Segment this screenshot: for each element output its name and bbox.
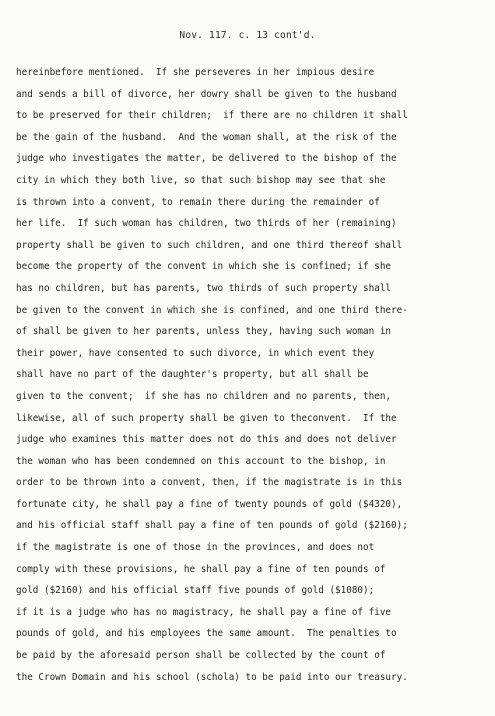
text-line: the Crown Domain and his school (schola) to be paid into our treasury. xyxy=(16,671,408,683)
text-line: shall have no part of the daughter's property, but all shall be xyxy=(16,369,369,381)
text-line: comply with these provisions, he shall pay a fine of ten pounds of xyxy=(16,563,386,575)
text-line: given to the convent; if she has no children and no parents, then, xyxy=(16,390,392,402)
text-line: be the gain of the husband. And the woman shall, at the risk of the xyxy=(16,131,397,143)
text-line: and sends a bill of divorce, her dowry shall be given to the husband xyxy=(16,88,397,100)
text-line: of shall be given to her parents, unless they, having such woman in xyxy=(16,326,392,338)
text-line: likewise, all of such property shall be given to theconvent. If the xyxy=(16,412,397,424)
text-line: be given to the convent in which she is confined, and one third there- xyxy=(16,304,408,316)
body-text xyxy=(16,62,484,688)
text-line: judge who examines this matter does not do this and does not deliver xyxy=(16,434,397,446)
text-line: has no children, but has parents, two thirds of such property shall xyxy=(16,282,392,294)
page-header: Nov. 117. c. 13 cont'd. xyxy=(179,30,316,41)
text-line: become the property of the convent in which she is confined; if she xyxy=(16,261,392,273)
text-line: if the magistrate is one of those in the provinces, and does not xyxy=(16,542,375,554)
text-line: fortunate city, he shall pay a fine of twenty pounds of gold ($4320), xyxy=(16,498,403,510)
text-line: hereinbefore mentioned. If she perseveres in her impious desire xyxy=(16,67,375,78)
text-line: city in which they both live, so that such bishop may see that she xyxy=(16,174,386,186)
text-line: the woman who has been condemned on this account to the bishop, in xyxy=(16,455,386,467)
text-line: to be preserved for their children; if there are no children it shall xyxy=(16,110,408,122)
text-line: pounds of gold, and his employees the same amount. The penalties to xyxy=(16,628,397,640)
text-line: property shall be given to such children, and one third thereof shall xyxy=(16,239,403,251)
text-line: gold ($2160) and his official staff five pounds of gold ($1080); xyxy=(16,585,375,597)
text-line: judge who investigates the matter, be delivered to the bishop of the xyxy=(16,153,397,165)
text-line: be paid by the aforesaid person shall be collected by the count of xyxy=(16,650,386,662)
text-line: their power, have consented to such divorce, in which event they xyxy=(16,347,375,359)
text-line: and his official staff shall pay a fine of ten pounds of gold ($2160); xyxy=(16,520,408,532)
text-line: if it is a judge who has no magistracy, he shall pay a fine of five xyxy=(16,606,392,618)
text-line: her life. If such woman has children, two thirds of her (remaining) xyxy=(16,218,397,230)
text-line: order to be thrown into a convent, then, if the magistrate is in this xyxy=(16,477,403,489)
text-line: is thrown into a convent, to remain there during the remainder of xyxy=(16,196,380,208)
